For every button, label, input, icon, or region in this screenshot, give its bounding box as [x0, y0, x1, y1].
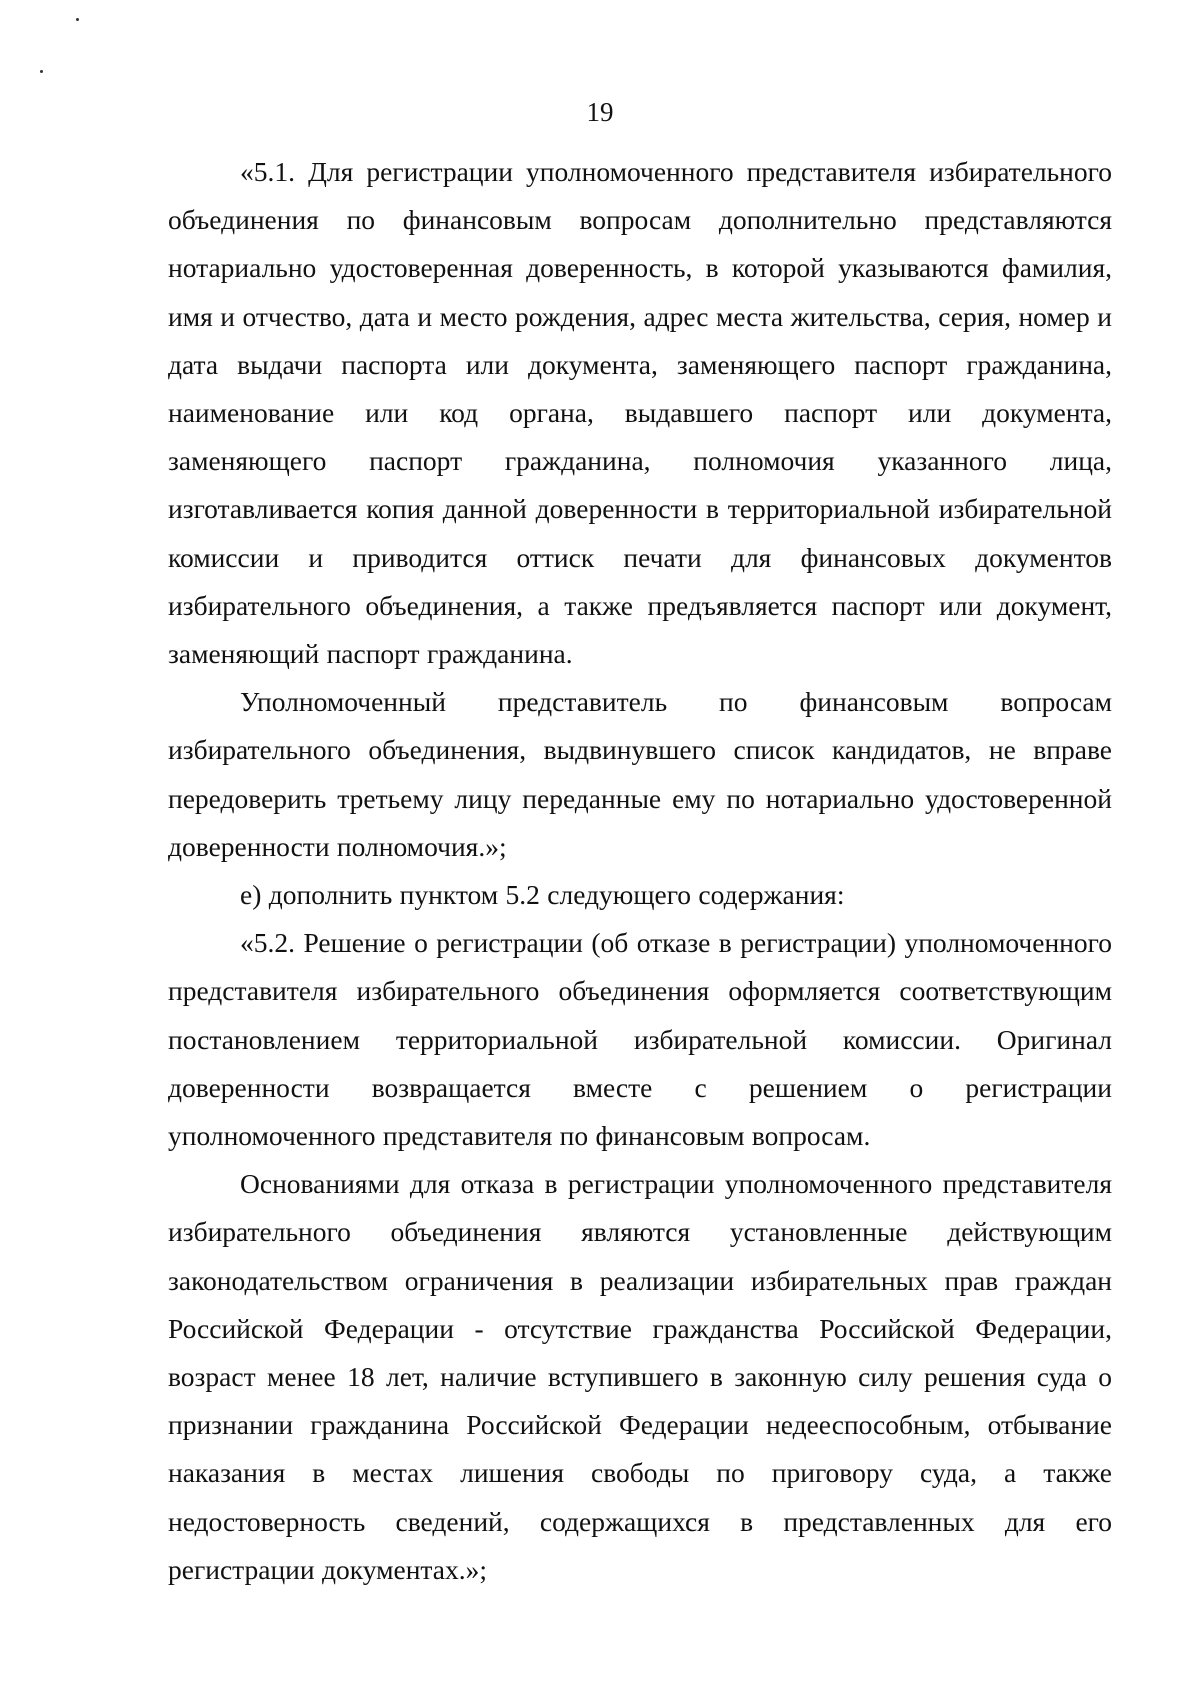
paragraph-amendment-e: е) дополнить пунктом 5.2 следующего содержания: [240, 879, 845, 911]
page-number: 19 [586, 97, 614, 127]
paragraph-5-2: «5.2. Решение о регистрации (об отказе в регистрации) уполномоченного представителя избирательного объединения оформляется соответствующим постановлением территориальной избирательной комиссии. Оригинал доверенности возвращается вместе с решением о регистрации уполномоченного представителя по финансовым вопросам. [168, 927, 1112, 1152]
paragraph-5-1: «5.1. Для регистрации уполномоченного представителя избирательного объединения по финансовым вопросам дополнительно представляются нотариально удостоверенная доверенность, в которой указываются фамилия, имя и отчество, дата и место рождения, адрес места жительства, серия, номер и дата выдачи паспорта или документа, заменяющего паспорт гражданина, наименование или код органа, выдавшего паспорт или документа, заменяющего паспорт гражданина, полномочия указанного лица, изготавливается копия данной доверенности в территориальной избирательной комиссии и приводится оттиск печати для финансовых документов избирательного объединения, а также предъявляется паспорт или документ, заменяющий паспорт гражданина. [168, 156, 1112, 670]
paragraph-authorized-representative: Уполномоченный представитель по финансовым вопросам избирательного объединения, выдвинувшего список кандидатов, не вправе передоверить третьему лицу переданные ему по нотариально удостоверенной доверенности полномочия.»; [168, 686, 1112, 862]
document-body [168, 148, 1112, 1594]
scan-artifact-dot [40, 70, 43, 73]
scan-artifact-dot [76, 18, 79, 21]
paragraph-refusal-grounds: Основаниями для отказа в регистрации уполномоченного представителя избирательного объединения являются установленные действующим законодательством ограничения в реализации избирательных прав граждан Российской Федерации - отсутствие гражданства Российской Федерации, возраст менее 18 лет, наличие вступившего в законную силу решения суда о признании гражданина Российской Федерации недееспособным, отбывание наказания в местах лишения свободы по приговору суда, а также недостоверность сведений, содержащихся в представленных для его регистрации документах.»; [168, 1168, 1112, 1585]
